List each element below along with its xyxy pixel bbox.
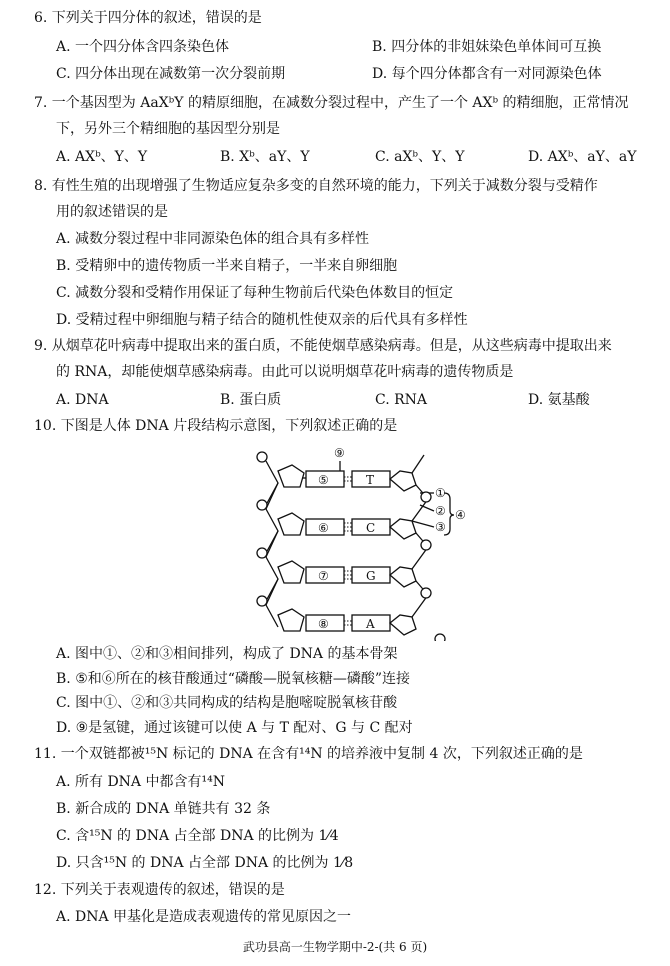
label-9: ⑨: [334, 446, 345, 460]
q9-option-d: D. 氨基酸: [528, 392, 590, 408]
label-5: ⑤: [318, 473, 329, 487]
q7-option-a: A. AXᵇ、Y、Y: [56, 149, 148, 165]
q10-option-c: C. 图中①、②和③共同构成的结构是胞嘧啶脱氧核苷酸: [56, 695, 398, 711]
q9-option-b: B. 蛋白质: [220, 392, 282, 408]
q6-stem: 6. 下列关于四分体的叙述，错误的是: [34, 10, 262, 26]
dna-structure-diagram: [248, 441, 468, 641]
base-a: A: [366, 617, 375, 631]
q9-option-a: A. DNA: [56, 392, 109, 408]
q11-stem: 11. 一个双链都被¹⁵N 标记的 DNA 在含有¹⁴N 的培养液中复制 4 次，下列叙述正确的是: [34, 746, 583, 762]
q8-option-b: B. 受精卵中的遗传物质一半来自精子，一半来自卵细胞: [56, 258, 398, 274]
q7-stem-line2: 下，另外三个精细胞的基因型分别是: [56, 121, 280, 137]
label-1: ①: [435, 486, 446, 500]
q8-option-a: A. 减数分裂过程中非同源染色体的组合具有多样性: [56, 231, 370, 247]
q7-option-b: B. Xᵇ、aY、Y: [220, 149, 310, 165]
base-c: C: [366, 521, 376, 535]
q8-stem-line1: 8. 有性生殖的出现增强了生物适应复杂多变的自然环境的能力，下列关于减数分裂与受精作: [34, 178, 598, 194]
base-t: T: [366, 473, 375, 487]
q12-stem: 12. 下列关于表观遗传的叙述，错误的是: [34, 882, 285, 898]
q9-stem-line1: 9. 从烟草花叶病毒中提取出来的蛋白质，不能使烟草感染病毒。但是，从这些病毒中提取出来: [34, 338, 612, 354]
q12-option-a: A. DNA 甲基化是造成表观遗传的常见原因之一: [56, 909, 352, 925]
base-g: G: [366, 569, 376, 583]
q11-option-d: D. 只含¹⁵N 的 DNA 占全部 DNA 的比例为 1⁄8: [56, 855, 354, 871]
q6-option-c: C. 四分体出现在减数第一次分裂前期: [56, 66, 286, 82]
q7-stem-line1: 7. 一个基因型为 AaXᵇY 的精原细胞，在减数分裂过程中，产生了一个 AXᵇ 的精细胞，正常情况: [34, 95, 629, 111]
q10-option-b: B. ⑤和⑥所在的核苷酸通过“磷酸—脱氧核糖—磷酸”连接: [56, 671, 411, 687]
q10-stem: 10. 下图是人体 DNA 片段结构示意图，下列叙述正确的是: [34, 418, 398, 434]
q11-option-a: A. 所有 DNA 中都含有¹⁴N: [56, 774, 225, 790]
label-8: ⑧: [318, 617, 329, 631]
q9-option-c: C. RNA: [375, 392, 428, 408]
page-footer: 武功县高一生物学期中-2-(共 6 页): [242, 940, 428, 954]
q9-stem-line2: 的 RNA，却能使烟草感染病毒。由此可以说明烟草花叶病毒的遗传物质是: [56, 364, 514, 380]
label-4: ④: [455, 508, 466, 522]
q7-option-d: D. AXᵇ、aY、aY: [528, 149, 637, 165]
q11-option-c: C. 含¹⁵N 的 DNA 占全部 DNA 的比例为 1⁄4: [56, 828, 339, 844]
q8-stem-line2: 用的叙述错误的是: [56, 204, 168, 220]
q7-option-c: C. aXᵇ、Y、Y: [375, 149, 465, 165]
q6-option-d: D. 每个四分体都含有一对同源染色体: [372, 66, 602, 82]
label-3: ③: [435, 520, 446, 534]
q10-option-d: D. ⑨是氢键，通过该键可以使 A 与 T 配对、G 与 C 配对: [56, 720, 413, 736]
label-2: ②: [435, 504, 446, 518]
q8-option-c: C. 减数分裂和受精作用保证了每种生物前后代染色体数目的恒定: [56, 285, 454, 301]
label-7: ⑦: [318, 569, 329, 583]
q10-option-a: A. 图中①、②和③相间排列，构成了 DNA 的基本骨架: [56, 646, 398, 662]
label-6: ⑥: [318, 521, 329, 535]
q6-option-a: A. 一个四分体含四条染色体: [56, 39, 230, 55]
q11-option-b: B. 新合成的 DNA 单链共有 32 条: [56, 801, 271, 817]
q6-option-b: B. 四分体的非姐妹染色单体间可互换: [372, 39, 602, 55]
q8-option-d: D. 受精过程中卵细胞与精子结合的随机性使双亲的后代具有多样性: [56, 312, 468, 328]
